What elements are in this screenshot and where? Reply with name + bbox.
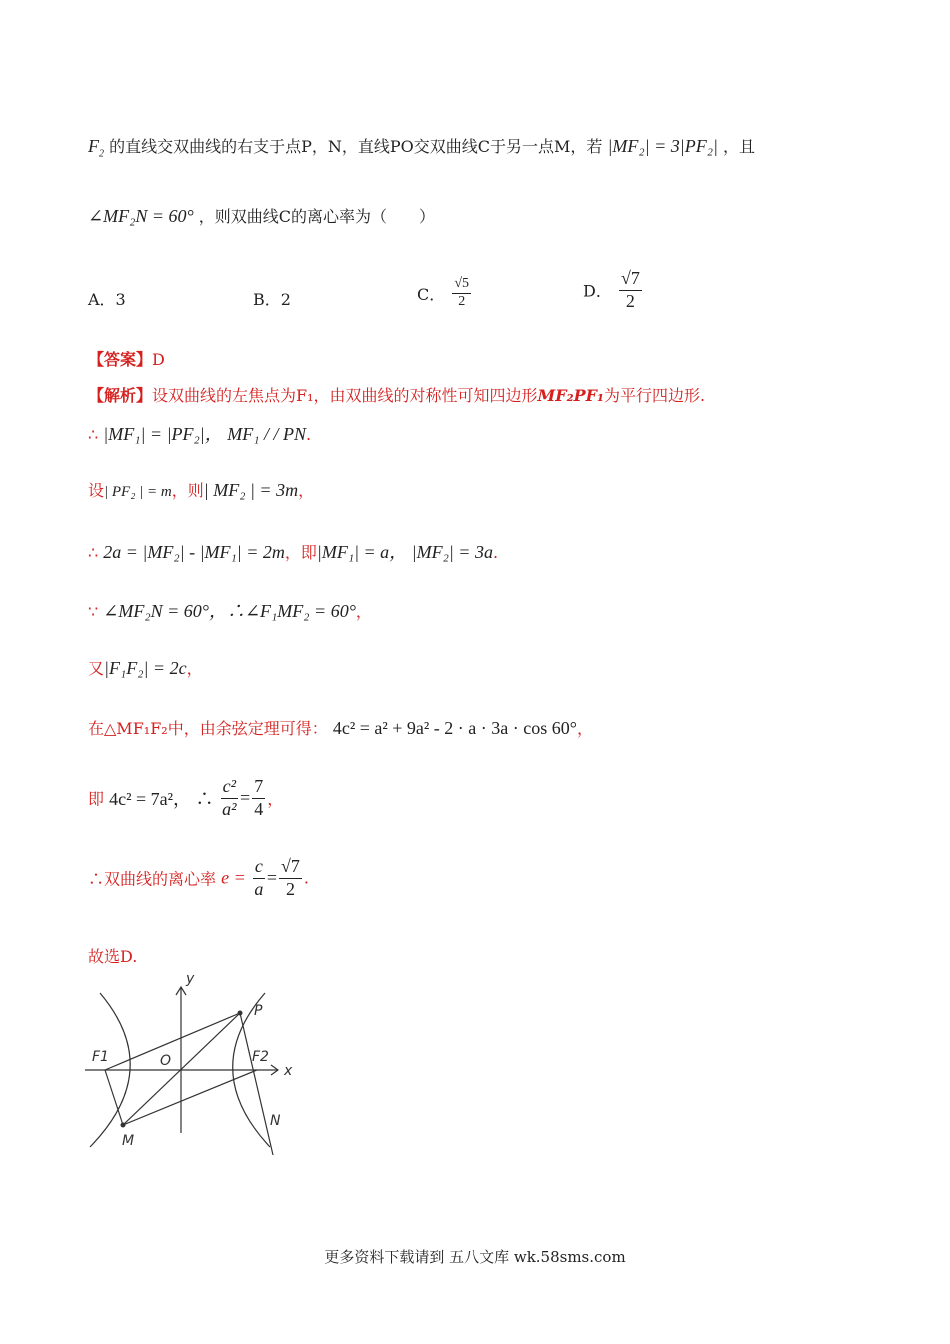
step-8-fraction-right: $\frac{√7}{2}$ xyxy=(281,856,300,899)
o-label: O xyxy=(160,1053,172,1069)
step-5-prefix: 又 xyxy=(88,659,105,678)
eccentricity-symbol: e = xyxy=(221,867,246,888)
n-label: N xyxy=(270,1113,281,1129)
step-4-end: ， xyxy=(355,602,372,621)
analysis-intro xyxy=(88,383,705,406)
step-5-end: ， xyxy=(186,659,203,678)
option-d xyxy=(583,268,644,312)
step-6-prefix: 在△MF₁F₂中，由余弦定理可得： xyxy=(88,719,328,738)
question-line-2 xyxy=(88,204,435,227)
point-m xyxy=(121,1123,126,1128)
answer-line xyxy=(88,347,165,370)
f2-label: F2 xyxy=(252,1049,269,1065)
step-8-text: ∴双曲线的离心率 xyxy=(88,869,217,889)
step-8-fraction-left: $\frac{c}{a}$ xyxy=(254,856,264,899)
step-3-math-1: 2a = |MF₂| - |MF₁| = 2m xyxy=(103,542,285,562)
analysis-intro-end: 为平行四边形. xyxy=(604,386,706,405)
step-2-end: ， xyxy=(298,481,315,500)
question-line-1 xyxy=(88,134,755,160)
step-3-mid: ，即 xyxy=(284,543,317,562)
line-mf2 xyxy=(123,1070,257,1125)
analysis-step-1 xyxy=(88,420,311,446)
because-symbol: ∵ xyxy=(88,602,99,621)
answer-value: D xyxy=(152,350,165,369)
analysis-step-2 xyxy=(88,478,314,501)
option-d-fraction: $\frac{√7}{2}$ xyxy=(620,268,640,311)
step-1-math: |MF₁| = |PF₂|， MF₁ / / PN xyxy=(103,424,306,444)
step-6-end: ， xyxy=(576,719,593,738)
step-2-math-2: | MF₂ | = 3m xyxy=(203,480,299,500)
step-5-math: |F₁F₂| = 2c xyxy=(104,658,187,678)
analysis-step-5 xyxy=(88,656,203,679)
step-2-prefix: 设 xyxy=(88,481,105,500)
f2-symbol: $F_2$ xyxy=(88,136,104,160)
step-7-end: ， xyxy=(267,789,284,809)
step-7-equals: = xyxy=(240,787,251,808)
quadrilateral-name: MF₂PF₁ xyxy=(537,386,605,405)
p-label: P xyxy=(254,1003,263,1019)
answer-tag: 【答案】 xyxy=(88,350,153,369)
analysis-step-6 xyxy=(88,716,593,739)
step-7-math: 4c² = 7a²， ∴ xyxy=(109,789,214,810)
therefore-symbol: ∴ xyxy=(88,425,99,444)
hyperbola-figure xyxy=(80,965,320,1160)
x-label: x xyxy=(284,1063,293,1079)
question-text-2: ，则双曲线C的离心率为（ ） xyxy=(198,207,436,226)
step-7-prefix: 即 xyxy=(88,789,105,809)
option-c-label: C． xyxy=(417,284,446,304)
analysis-conclusion: 故选D. xyxy=(88,947,138,966)
step-8-end: . xyxy=(303,868,309,888)
step-4-math: ∠MF₂N = 60°，∴∠F₁MF₂ = 60° xyxy=(103,601,356,621)
line-pn xyxy=(240,1013,273,1155)
question-text-1: 的直线交双曲线的右支于点P，N，直线PO交双曲线C于另一点M，若 xyxy=(109,137,603,156)
y-label: y xyxy=(186,971,195,987)
step-1-end: . xyxy=(305,425,312,444)
line-f1p xyxy=(105,1013,240,1070)
option-d-label: D． xyxy=(583,281,612,301)
question-end-1: ，且 xyxy=(723,137,756,156)
step-7-fraction-right: $\frac{7}{4}$ xyxy=(254,776,264,819)
analysis-step-4 xyxy=(88,597,372,623)
m-label: M xyxy=(122,1133,135,1149)
analysis-intro-text: 设双曲线的左焦点为F₁，由双曲线的对称性可知四边形 xyxy=(152,386,538,405)
option-b: B．2 xyxy=(253,290,291,309)
footer-text: 更多资料下载请到 五八文库 wk.58sms.com xyxy=(324,1248,626,1266)
step-2-mid: ，则 xyxy=(171,481,204,500)
f1-label: F1 xyxy=(92,1049,109,1065)
therefore-symbol: ∴ xyxy=(88,543,99,562)
point-p xyxy=(238,1011,243,1016)
analysis-tag: 【解析】 xyxy=(88,386,153,405)
step-6-math: 4c² = a² + 9a² - 2 · a · 3a · cos 60° xyxy=(332,718,577,738)
option-a: A．3 xyxy=(88,290,126,309)
angle-condition: ∠MF₂N = 60° xyxy=(88,206,194,226)
option-c-fraction: $\frac{√5}{2}$ xyxy=(454,276,470,309)
step-8-equals: = xyxy=(266,867,277,888)
step-7-fraction-left: $\frac{\text{c²}}{\text{a²}}$ xyxy=(222,776,237,819)
step-3-end: . xyxy=(492,543,499,562)
analysis-step-7 xyxy=(88,776,283,820)
step-2-math-1: | PF₂ | = m xyxy=(104,484,172,500)
step-3-math-2: |MF₁| = a， |MF₂| = 3a xyxy=(316,542,493,562)
analysis-step-8 xyxy=(88,856,309,900)
option-c xyxy=(417,276,473,311)
analysis-step-3 xyxy=(88,538,498,564)
condition-math: |MF₂| = 3|PF₂| xyxy=(607,136,718,156)
